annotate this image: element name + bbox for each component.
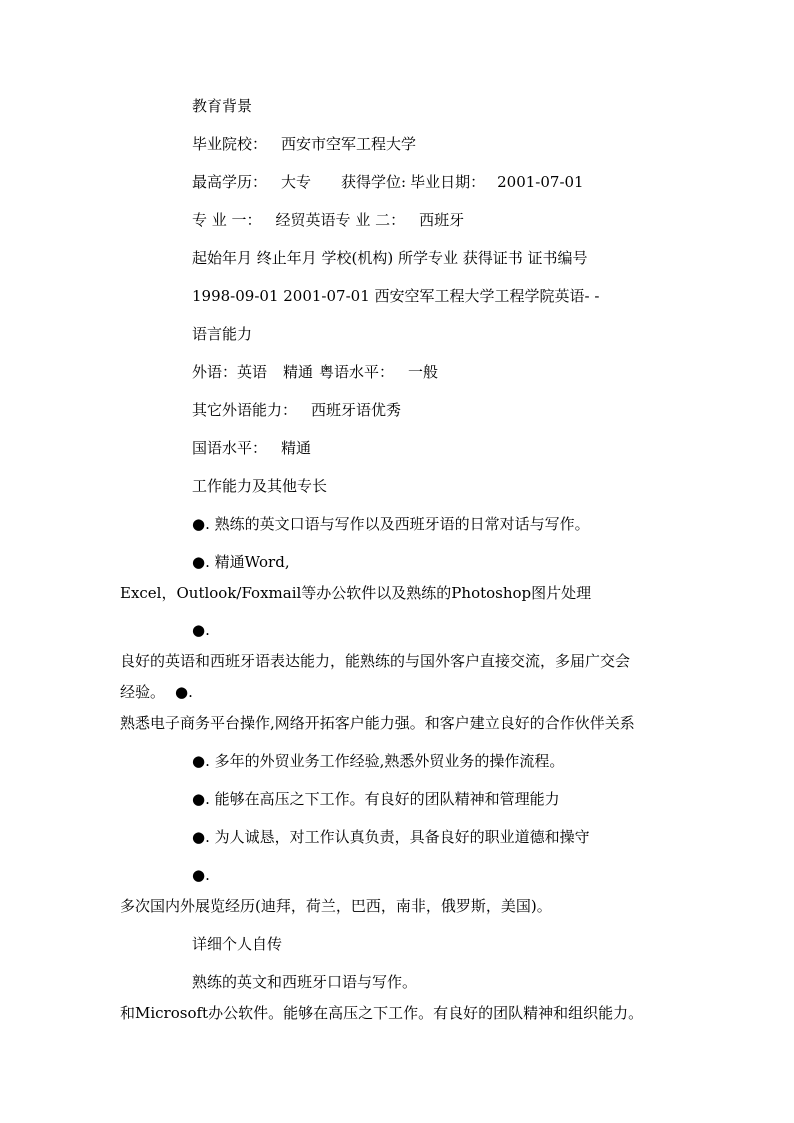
skill-continuation: Excel，Outlook/Foxmail等办公软件以及熟练的Photoshop图片处理	[120, 584, 592, 602]
skills-heading: 工作能力及其他专长	[192, 477, 328, 495]
bullet-icon: ●	[192, 828, 206, 846]
foreign-label: 外语：英语	[192, 363, 268, 381]
bullet-icon: ●	[192, 752, 206, 770]
major1-value: 经贸英语专 业 二：	[275, 211, 406, 229]
bio-line: 熟练的英文和西班牙口语与写作。	[192, 973, 418, 991]
degree-row	[192, 172, 584, 192]
school-value: 西安市空军工程大学	[281, 135, 417, 153]
skill-text: . 熟练的英文口语与写作以及西班牙语的日常对话与写作。	[205, 515, 590, 533]
grad-date: 2001-07-01	[497, 173, 584, 191]
skill-item	[192, 620, 210, 640]
skill-continuation: 熟悉电子商务平台操作,网络开拓客户能力强。和客户建立良好的合作伙伴关系	[120, 714, 635, 732]
bullet-icon: ●	[192, 553, 206, 571]
foreign-language-row	[192, 362, 438, 382]
skill-item	[120, 682, 193, 702]
degree-value: 大专	[281, 173, 312, 191]
education-table-header: 起始年月 终止年月 学校(机构) 所学专业 获得证书 证书编号	[192, 249, 588, 267]
skill-item	[192, 827, 590, 847]
bio-heading: 详细个人自传	[192, 935, 283, 953]
skill-text: .	[205, 621, 210, 639]
mandarin-level: 精通	[281, 439, 312, 457]
honor-label: 获得学位:	[341, 173, 407, 191]
skill-continuation: 良好的英语和西班牙语表达能力，能熟练的与国外客户直接交流，多届广交会	[120, 652, 631, 670]
other-language-row	[192, 400, 401, 420]
skill-item	[192, 789, 560, 809]
major-row	[192, 210, 464, 230]
bullet-icon: ●	[192, 621, 206, 639]
major2-value: 西班牙	[419, 211, 465, 229]
other-label: 其它外语能力：	[192, 401, 298, 419]
bullet-icon: ●	[192, 866, 206, 884]
skill-item	[192, 751, 564, 771]
cantonese-level: 一般	[408, 363, 439, 381]
bio-line: 和Microsoft办公软件。能够在高压之下工作。有良好的团队精神和组织能力。	[120, 1004, 644, 1022]
major1-label: 专 业 一：	[192, 211, 262, 229]
bullet-icon: ●	[192, 790, 206, 808]
cantonese-label: 粤语水平：	[319, 363, 395, 381]
skill-item	[192, 552, 290, 572]
bullet-icon: ●	[192, 515, 206, 533]
education-table-row: 1998-09-01 2001-07-01 西安空军工程大学工程学院英语- -	[192, 287, 600, 305]
skill-item	[192, 865, 210, 885]
skill-text: .	[188, 683, 193, 701]
skill-continuation: 经验。	[120, 683, 166, 701]
grad-label: 毕业日期：	[410, 173, 486, 191]
foreign-level: 精通	[283, 363, 314, 381]
mandarin-label: 国语水平：	[192, 439, 268, 457]
bullet-icon: ●	[175, 683, 189, 701]
language-heading: 语言能力	[192, 325, 253, 343]
skill-text: . 为人诚恳，对工作认真负责，具备良好的职业道德和操守	[205, 828, 590, 846]
school-row	[192, 134, 416, 154]
other-value: 西班牙语优秀	[311, 401, 402, 419]
skill-text: .	[205, 866, 210, 884]
skill-text: . 能够在高压之下工作。有良好的团队精神和管理能力	[205, 790, 560, 808]
mandarin-row	[192, 438, 311, 458]
skill-item	[192, 514, 590, 534]
skill-text: . 精通Word,	[205, 553, 290, 571]
school-label: 毕业院校：	[192, 135, 268, 153]
skill-continuation: 多次国内外展览经历(迪拜，荷兰，巴西，南非，俄罗斯，美国)。	[120, 897, 552, 915]
education-heading: 教育背景	[192, 97, 253, 115]
degree-label: 最高学历：	[192, 173, 268, 191]
skill-text: . 多年的外贸业务工作经验,熟悉外贸业务的操作流程。	[205, 752, 565, 770]
